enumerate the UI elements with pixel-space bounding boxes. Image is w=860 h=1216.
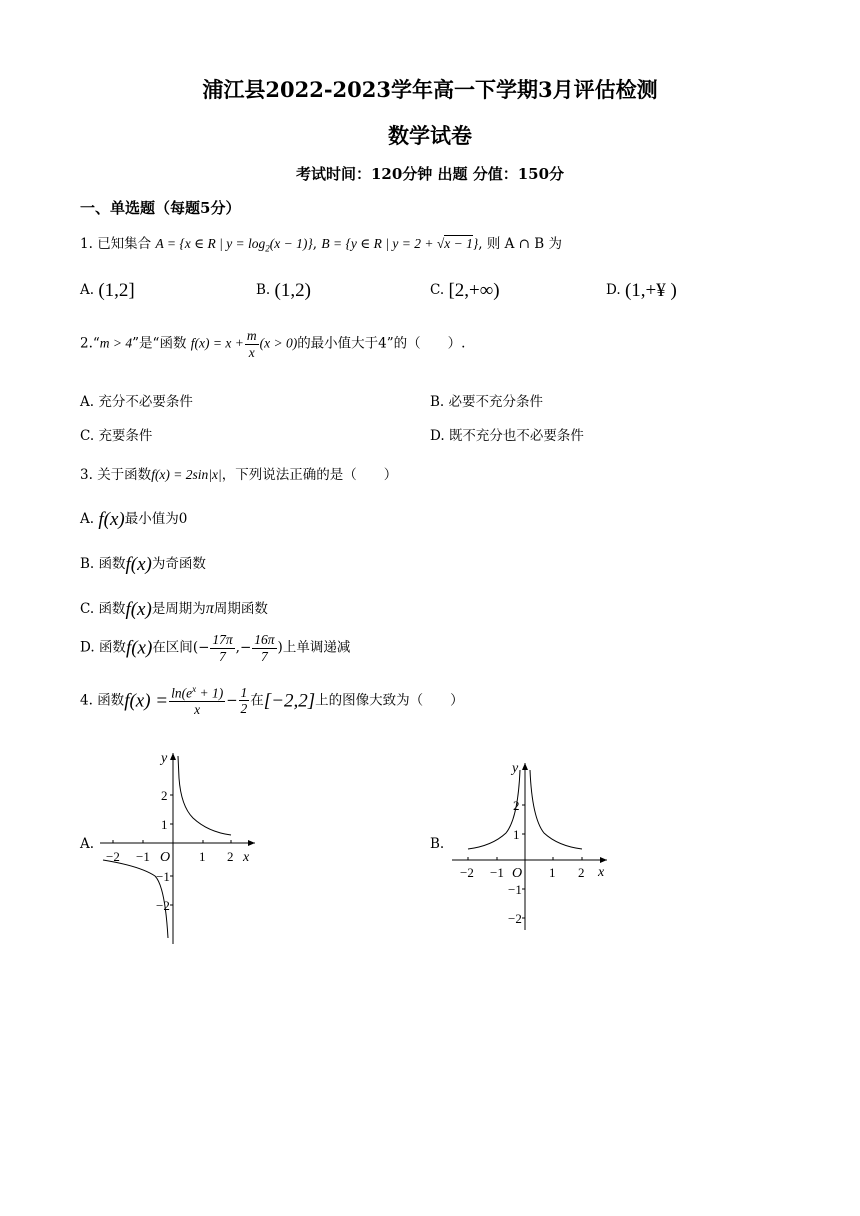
option-d[interactable]: D. 既不充分也不必要条件	[430, 428, 584, 444]
graph-b[interactable]	[452, 758, 612, 930]
option-c[interactable]: C. 充要条件	[80, 428, 153, 444]
question-2: 2.“m > 4”是“函数 f(x) = x + $\frac{m}{x}$ (x > 0)的最小值大于4”的（ ）.	[80, 328, 466, 360]
question-3: 3. 关于函数f(x) = 2sin|x|，下列说法正确的是（ ）	[80, 467, 398, 483]
question-1	[80, 232, 562, 254]
exam-subtitle: 数学试卷	[388, 123, 472, 148]
set-a: A = {x ∈ R | $y = \log_2(x - 1)$}	[155, 236, 313, 254]
exam-title: 浦江县2022-2023学年高一下学期3月评估检测	[202, 77, 658, 102]
set-b: B = {y ∈ R | y = 2 + √x − 1}	[321, 236, 479, 251]
question-number: 4.	[80, 692, 93, 709]
fraction: $\frac{\ln(e^x + 1)}{x}$	[171, 684, 224, 718]
svg-text:2: 2	[513, 798, 520, 813]
svg-text:y: y	[512, 761, 519, 776]
svg-text:O: O	[160, 850, 171, 865]
section-title: 一、单选题（每题5分）	[80, 199, 241, 217]
comma: ,	[312, 236, 318, 252]
svg-text:−2: −2	[106, 849, 120, 864]
svg-text:2: 2	[161, 788, 168, 803]
option-b[interactable]: B. 函数f(x)为奇函数	[80, 554, 206, 575]
svg-text:−1: −1	[136, 849, 150, 864]
svg-text:−1: −1	[156, 869, 170, 884]
option-c[interactable]: C. [2,+∞)	[430, 280, 500, 301]
svg-text:−2: −2	[460, 865, 474, 880]
svg-text:−2: −2	[156, 898, 170, 913]
option-d[interactable]: D. (1,+¥ )	[606, 280, 677, 301]
option-a[interactable]: A.	[80, 836, 95, 852]
svg-text:1: 1	[161, 817, 168, 832]
svg-text:x: x	[243, 850, 250, 865]
svg-text:−1: −1	[508, 882, 522, 897]
svg-text:−1: −1	[490, 865, 504, 880]
svg-text:y: y	[161, 751, 168, 766]
condition: m > 4	[99, 335, 133, 351]
option-b[interactable]: B. 必要不充分条件	[430, 394, 544, 410]
question-4: 4. 函数f(x) = $\frac{\ln(e^x + 1)}{x}$ − $\frac{1}{2}$ 在[−2,2]上的图像大致为（ ）	[80, 684, 464, 718]
fraction: $\frac{m}{x}$	[246, 328, 257, 360]
svg-text:O: O	[512, 866, 523, 881]
question-number: 1.	[80, 236, 93, 252]
svg-text:x: x	[598, 865, 605, 880]
svg-text:1: 1	[199, 849, 206, 864]
svg-text:2: 2	[227, 849, 234, 864]
svg-text:1: 1	[549, 865, 556, 880]
question-number: 2.	[80, 335, 93, 352]
svg-text:−2: −2	[508, 911, 522, 926]
question-text: 已知集合	[97, 236, 152, 252]
question-ask: 则 A ∩ B 为	[486, 236, 562, 252]
option-b[interactable]: B. (1,2)	[256, 280, 311, 301]
option-d[interactable]: D. 函数f(x)在区间(− $\frac{17\pi}{7}$ ,− $\frac{16\pi}{7}$ )上单调递减	[80, 632, 351, 664]
option-a[interactable]: A. 充分不必要条件	[80, 394, 193, 410]
option-a[interactable]: A. (1,2]	[80, 280, 135, 301]
svg-text:1: 1	[513, 827, 520, 842]
question-number: 3.	[80, 467, 93, 483]
comma: ,	[478, 236, 483, 252]
svg-text:2: 2	[578, 865, 585, 880]
option-b[interactable]: B.	[430, 836, 445, 852]
graph-a[interactable]	[100, 748, 260, 944]
exam-info: 考试时间：120分钟 出题 分值：150分	[295, 165, 565, 183]
option-a[interactable]: A. f(x)最小值为0	[80, 509, 188, 530]
option-c[interactable]: C. 函数f(x)是周期为π周期函数	[80, 599, 268, 620]
